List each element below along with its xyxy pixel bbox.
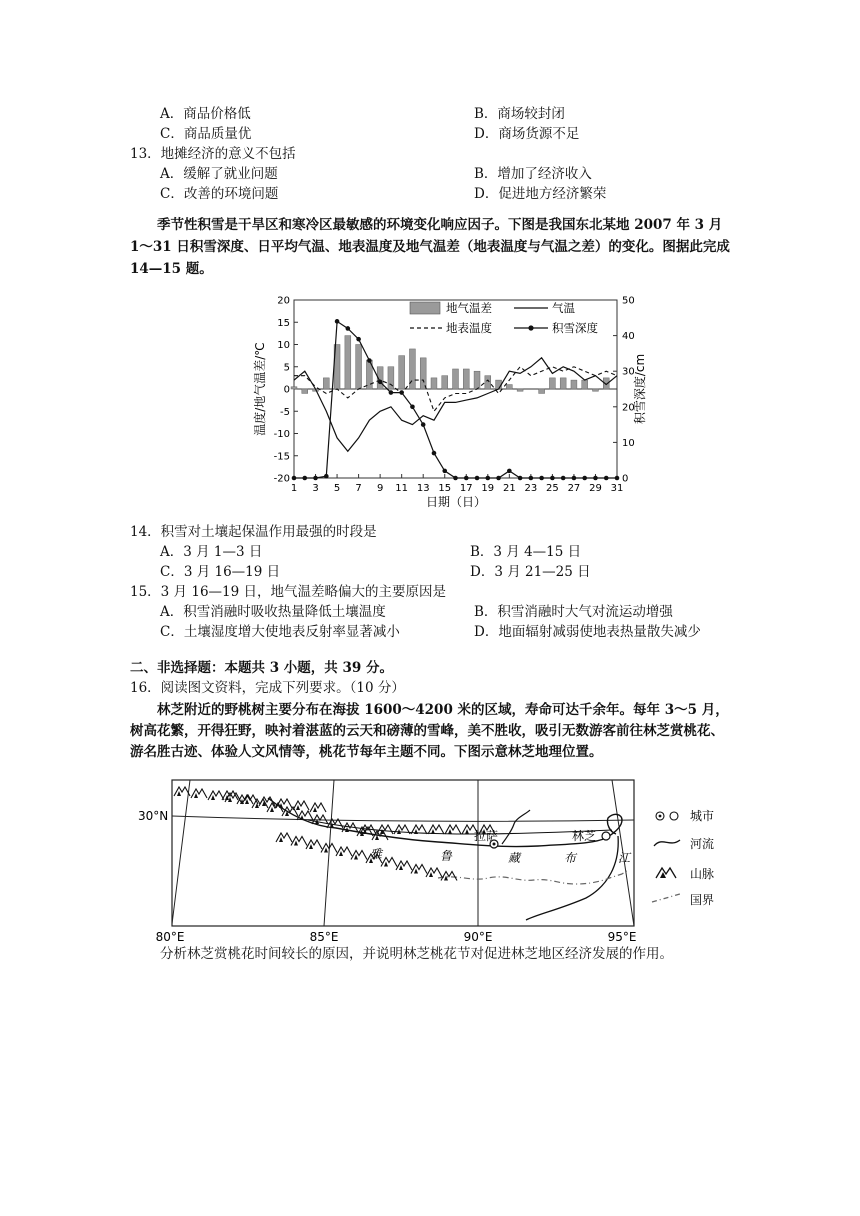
mountain-icon [276,833,292,842]
meridian-85 [324,780,334,926]
q14-option-c: C．3 月 16—19 日 [160,564,281,580]
legend-air-label: 气温 [552,301,575,315]
climate-chart [252,292,652,512]
parallel-30n [172,816,634,821]
q15-option-a: A．积雪消融时吸收热量降低土壤温度 [160,604,386,620]
river-label-zang: 藏 [508,851,521,865]
temp-diff-bar [474,371,480,389]
x-tick-label: 19 [481,483,495,494]
temp-diff-bar [442,376,448,389]
right-tick-label: 10 [622,437,635,449]
series-lines [294,321,617,478]
snow-depth-point [582,476,587,481]
snow-depth-point [421,422,426,427]
mountain-icon [351,851,367,860]
temp-diff-bar [291,387,297,389]
x-tick-label: 1 [290,483,298,494]
x-tick-label: 5 [333,483,341,494]
mountain-icon [381,858,397,867]
section-2-heading: 二、非选择题：本题共 3 小题，共 39 分。 [130,660,393,676]
temp-diff-bar [420,358,426,389]
right-tick-label: 20 [622,402,635,414]
snow-depth-point [518,476,523,481]
y-axis-label-right: 积雪深度/cm [633,353,647,425]
temp-diff-bar [560,378,566,389]
city-linzhi-label: 林芝 [572,829,597,843]
q12-option-c: C．商品质量优 [160,126,252,142]
q15-option-d: D．地面辐射减弱使地表热量散失减少 [474,624,701,640]
snow-depth-point [335,319,340,324]
river-label-lu: 鲁 [440,849,453,863]
snow-depth-point [615,476,620,481]
temp-diff-bar [506,385,512,389]
map-legend [652,809,714,907]
city-linzhi-marker [602,832,610,840]
river-label-ya: 雅 [370,847,383,861]
snow-depth-point [346,326,351,331]
q16-stem: 16．阅读图文资料，完成下列要求。（10 分） [130,680,405,696]
meridian-80 [172,780,190,924]
mountain-icon [426,868,442,877]
legend-snow-marker [528,325,533,330]
right-axis-ticks [613,296,635,485]
x-tick-label: 17 [459,483,473,494]
mountain-icon [293,801,309,810]
q12-option-b: B．商场较封闭 [474,106,565,122]
legend-border-label: 国界 [690,893,715,907]
snow-depth-point [410,405,415,410]
mountain-icon [191,789,207,798]
q13-stem: 13．地摊经济的意义不包括 [130,146,296,162]
q13-option-d: D．促进地方经济繁荣 [474,186,607,202]
snow-depth-point [572,476,577,481]
lon-label-80e: 80°E [155,930,185,944]
right-tick-label: 0 [622,473,629,485]
river-lhasa-branch [502,810,530,844]
temp-diff-bar [517,389,523,391]
legend-diff-label: 地气温差 [446,301,492,315]
mountain-icon [411,865,427,874]
q14-option-a: A．3 月 1—3 日 [160,544,263,560]
snow-depth-point [453,476,458,481]
snow-depth-point [604,476,609,481]
x-tick-label: 23 [524,483,538,494]
q13-option-c: C．改善的环境问题 [160,186,279,202]
snow-depth-point [464,476,469,481]
x-tick-label: 7 [355,483,362,494]
q16-question: 分析林芝赏桃花时间较长的原因，并说明林芝桃花节对促进林芝地区经济发展的作用。 [160,946,673,962]
lat-label-30n: 30°N [138,809,169,823]
legend-river-label: 河流 [690,837,715,851]
x-tick-label: 15 [438,483,452,494]
temp-diff-bar [549,378,555,389]
temp-diff-bar [593,389,599,391]
right-tick-label: 50 [622,295,635,307]
x-tick-label: 27 [567,483,581,494]
legend-snow-label: 积雪深度 [552,321,598,335]
temp-diff-bar [302,389,308,393]
temp-diff-bar [485,376,491,389]
q14-stem: 14．积雪对土壤起保温作用最强的时段是 [130,524,377,540]
mountain-icon [291,837,307,846]
temp-diff-bars [291,336,609,394]
right-tick-label: 40 [622,331,635,343]
snow-depth-point [367,358,372,363]
x-tick-label: 3 [312,483,319,494]
chart-legend [410,301,598,335]
lon-label-90e: 90°E [463,930,493,944]
mountain-icon [174,787,190,796]
linzhi-location-map [138,774,738,946]
temp-diff-bar [571,380,577,389]
snow-depth-point [356,337,361,342]
snow-depth-point [324,474,329,479]
q12-option-a: A．商品价格低 [160,106,251,122]
mountain-icon [208,791,224,800]
river-label-bu: 布 [564,851,577,865]
snow-depth-line [294,321,617,478]
legend-border-icon [652,894,680,902]
mountain-icon [428,825,444,834]
x-tick-label: 25 [546,483,559,494]
snow-depth-point [313,476,318,481]
snow-depth-point [292,476,297,481]
snow-depth-point [561,476,566,481]
q13-option-b: B．增加了经济收入 [474,166,592,182]
legend-city-label: 城市 [690,809,715,823]
snow-depth-markers [292,319,620,480]
snow-depth-point [475,476,480,481]
left-tick-label: -20 [273,473,290,485]
snow-depth-point [432,451,437,456]
temp-diff-bar [399,356,405,389]
q16-paragraph: 林芝附近的野桃树主要分布在海拔 1600～4200 米的区域，寿命可达千余年。每年 3～5 月，树高花繁，开得狂野，映衬着湛蓝的云天和磅薄的雪峰，美不胜收，吸引无数游客前往林芝赏桃花、游名胜古迹、体验人文风情等，桃花节每年主题不同。下图示意林芝地理位置。 [130,702,729,760]
x-tick-label: 13 [416,483,430,494]
q13-option-a: A．缓解了就业问题 [160,166,278,182]
snow-depth-point [486,476,491,481]
mountain-icon [441,872,457,881]
snow-depth-point [399,390,404,395]
snow-depth-point [539,476,544,481]
snow-depth-point [507,469,512,474]
mountain-icon [306,840,322,849]
left-tick-label: -15 [273,451,290,463]
q15-stem: 15．3 月 16—19 日，地气温差略偏大的主要原因是 [130,584,446,600]
river-east-outlet [526,836,618,920]
legend-city-icon [670,812,678,820]
x-axis-label: 日期（日） [425,495,487,509]
legend-diff-swatch [410,302,440,314]
temp-diff-bar [345,336,351,389]
left-tick-label: -10 [273,429,290,440]
snow-depth-point [529,476,534,481]
q14-option-b: B．3 月 4—15 日 [470,544,582,560]
snow-depth-point [389,390,394,395]
mountain-icon [396,861,412,870]
temp-diff-bar [453,369,459,389]
river-label-jiang: 江 [618,851,631,865]
left-tick-label: -5 [280,406,290,418]
snow-depth-point [378,380,383,385]
city-lhasa-label: 拉萨 [474,829,499,843]
mountain-icon [372,831,388,840]
mountain-icon [377,825,393,834]
temp-diff-bar [323,378,329,389]
y-axis-label-left: 温度/地气温差/℃ [253,342,267,436]
snow-depth-point [550,476,555,481]
snow-depth-point [442,469,447,474]
legend-mountain-icon [656,868,676,878]
right-tick-label: 30 [622,366,635,378]
temp-diff-bar [539,389,545,393]
snow-depth-point [593,476,598,481]
intro-paragraph-14-15: 季节性积雪是干旱区和寒冷区最敏感的环境变化响应因子。下图是我国东北某地 2007 年 3 月 1～31 日积雪深度、日平均气温、地表温度及地气温差（地表温度与气温之差）的变化。图据此完成 14—15 题。 [130,217,730,277]
lon-label-95e: 95°E [607,930,637,944]
left-tick-label: 20 [277,295,290,307]
legend-surface-label: 地表温度 [446,321,492,335]
q14-option-d: D．3 月 21—25 日 [470,564,591,580]
mountain-icon [336,847,352,856]
mountain-icon [445,825,461,834]
legend-mountain-label: 山脉 [690,867,715,881]
left-tick-label: 5 [283,362,290,374]
x-tick-label: 11 [395,483,409,494]
national-border [438,870,628,884]
temp-diff-bar [431,378,437,389]
legend-river-icon [654,840,680,846]
q15-option-b: B．积雪消融时大气对流运动增强 [474,604,673,620]
q12-option-d: D．商场货源不足 [474,126,580,142]
x-tick-label: 29 [589,483,602,494]
temp-diff-bar [463,369,469,389]
q15-option-c: C．土壤湿度增大使地表反射率显著减小 [160,624,400,640]
left-tick-label: 10 [277,340,290,351]
snow-depth-point [496,476,501,481]
x-tick-label: 31 [610,483,624,494]
x-tick-label: 9 [376,483,384,494]
mountain-icon [237,795,253,804]
left-tick-label: 15 [277,317,290,329]
snow-depth-point [302,476,307,481]
left-tick-label: 0 [283,384,290,396]
temp-diff-bar [582,380,588,389]
mountain-icon [310,803,326,812]
lon-label-85e: 85°E [309,930,339,944]
mountain-icon [282,807,298,816]
x-tick-label: 21 [502,483,516,494]
temp-diff-bar [356,345,362,390]
